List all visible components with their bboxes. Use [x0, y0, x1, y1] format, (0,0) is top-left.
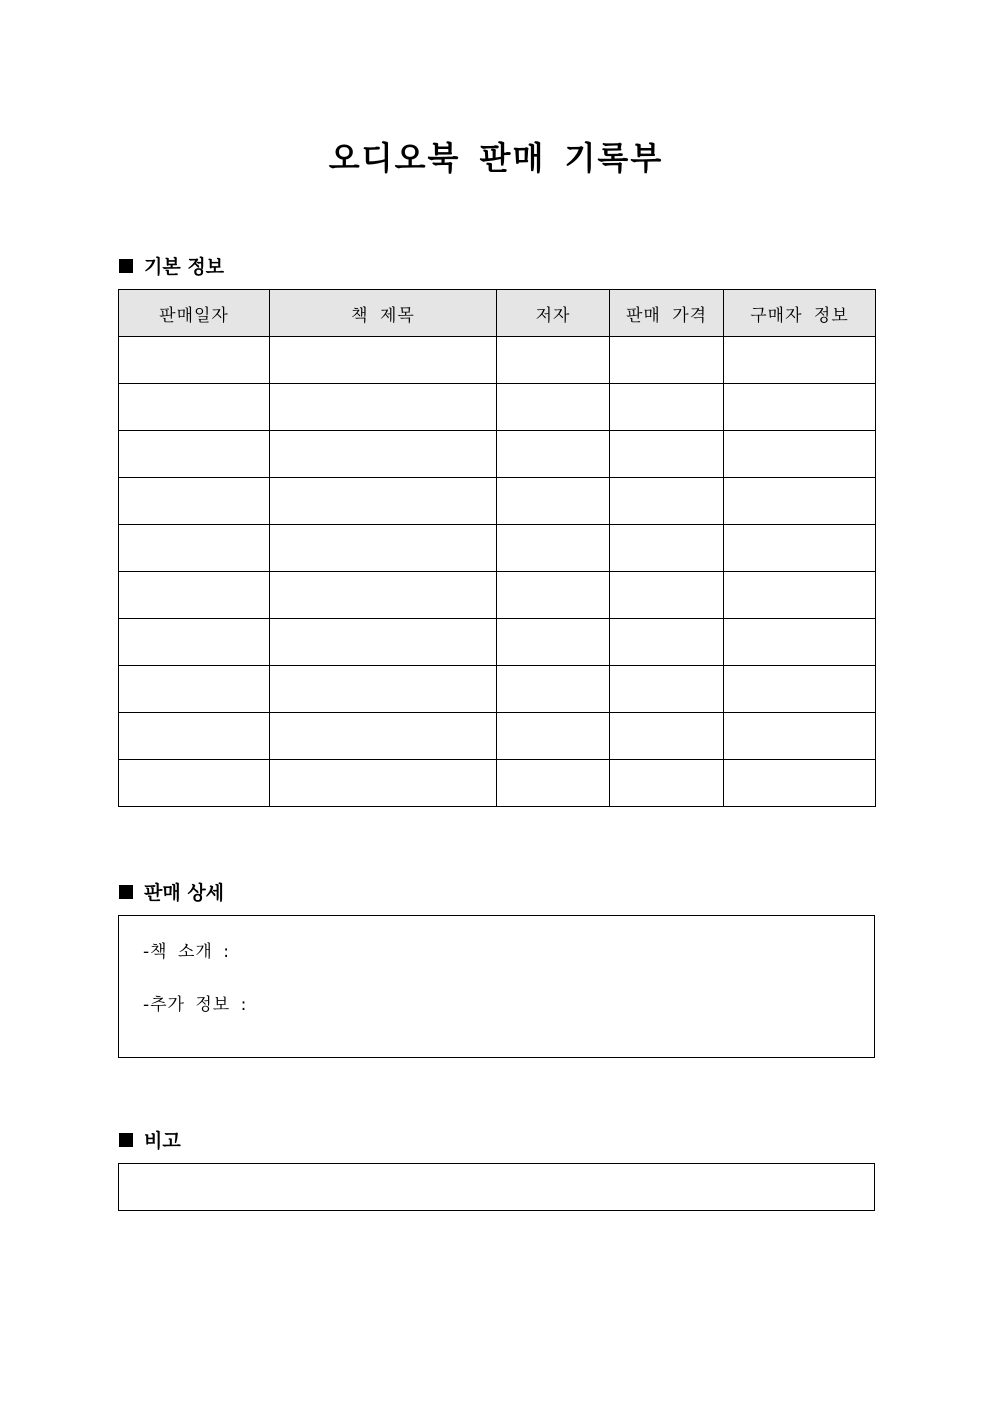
- section-heading-label: 판매 상세: [144, 882, 225, 904]
- table-row: [119, 525, 876, 572]
- remarks-box[interactable]: [118, 1163, 875, 1211]
- sale-detail-box[interactable]: [118, 915, 875, 1058]
- table-cell[interactable]: [610, 619, 724, 666]
- table-cell[interactable]: [724, 713, 876, 760]
- column-header-author: 저자: [497, 290, 610, 337]
- table-header-row: [119, 290, 876, 337]
- table-cell[interactable]: [119, 337, 270, 384]
- table-cell[interactable]: [497, 337, 610, 384]
- table-cell[interactable]: [119, 525, 270, 572]
- table-cell[interactable]: [610, 384, 724, 431]
- table-cell[interactable]: [610, 431, 724, 478]
- table-cell[interactable]: [724, 478, 876, 525]
- table-row: [119, 478, 876, 525]
- table-cell[interactable]: [497, 384, 610, 431]
- table-cell[interactable]: [270, 666, 497, 713]
- table-cell[interactable]: [270, 431, 497, 478]
- table-cell[interactable]: [610, 572, 724, 619]
- table-cell[interactable]: [610, 713, 724, 760]
- table-cell[interactable]: [497, 525, 610, 572]
- table-cell[interactable]: [497, 713, 610, 760]
- table-cell[interactable]: [724, 431, 876, 478]
- square-bullet-icon: [119, 259, 133, 273]
- table-cell[interactable]: [270, 525, 497, 572]
- book-intro-label: -책 소개 :: [143, 942, 230, 962]
- table-row: [119, 384, 876, 431]
- table-cell[interactable]: [119, 572, 270, 619]
- table-cell[interactable]: [610, 478, 724, 525]
- square-bullet-icon: [119, 1133, 133, 1147]
- table-row: [119, 572, 876, 619]
- table-row: [119, 337, 876, 384]
- table-cell[interactable]: [610, 666, 724, 713]
- column-header-sale-date: 판매일자: [119, 290, 270, 337]
- table-cell[interactable]: [270, 760, 497, 807]
- table-cell[interactable]: [119, 384, 270, 431]
- section-heading-remarks: [119, 1126, 181, 1153]
- section-heading-label: 비고: [144, 1130, 181, 1152]
- table-cell[interactable]: [119, 431, 270, 478]
- table-cell[interactable]: [119, 760, 270, 807]
- table-cell[interactable]: [724, 337, 876, 384]
- table-cell[interactable]: [497, 666, 610, 713]
- column-header-buyer-info: 구매자 정보: [724, 290, 876, 337]
- table-cell[interactable]: [270, 572, 497, 619]
- section-heading-basic-info: [119, 252, 224, 279]
- table-cell[interactable]: [270, 619, 497, 666]
- table-row: [119, 431, 876, 478]
- square-bullet-icon: [119, 885, 133, 899]
- table-cell[interactable]: [724, 572, 876, 619]
- table-row: [119, 666, 876, 713]
- section-heading-sale-detail: [119, 878, 224, 905]
- table-cell[interactable]: [724, 525, 876, 572]
- table-cell[interactable]: [497, 431, 610, 478]
- table-row: [119, 619, 876, 666]
- section-heading-label: 기본 정보: [144, 256, 225, 278]
- table-cell[interactable]: [119, 478, 270, 525]
- table-cell[interactable]: [497, 478, 610, 525]
- table-cell[interactable]: [119, 666, 270, 713]
- table-cell[interactable]: [270, 384, 497, 431]
- additional-info-label: -추가 정보 :: [143, 995, 248, 1015]
- table-cell[interactable]: [270, 337, 497, 384]
- table-cell[interactable]: [497, 760, 610, 807]
- table-cell[interactable]: [724, 760, 876, 807]
- page-title: 오디오북 판매 기록부: [328, 139, 664, 177]
- table-cell[interactable]: [610, 525, 724, 572]
- table-cell[interactable]: [119, 713, 270, 760]
- column-header-book-title: 책 제목: [270, 290, 497, 337]
- table-cell[interactable]: [270, 478, 497, 525]
- table-cell[interactable]: [610, 760, 724, 807]
- table-cell[interactable]: [119, 619, 270, 666]
- table-row: [119, 713, 876, 760]
- column-header-sale-price: 판매 가격: [610, 290, 724, 337]
- basic-info-table: [118, 289, 876, 807]
- table-cell[interactable]: [270, 713, 497, 760]
- table-cell[interactable]: [724, 384, 876, 431]
- table-cell[interactable]: [724, 666, 876, 713]
- table-cell[interactable]: [497, 572, 610, 619]
- table-cell[interactable]: [497, 619, 610, 666]
- table-row: [119, 760, 876, 807]
- table-cell[interactable]: [610, 337, 724, 384]
- table-cell[interactable]: [724, 619, 876, 666]
